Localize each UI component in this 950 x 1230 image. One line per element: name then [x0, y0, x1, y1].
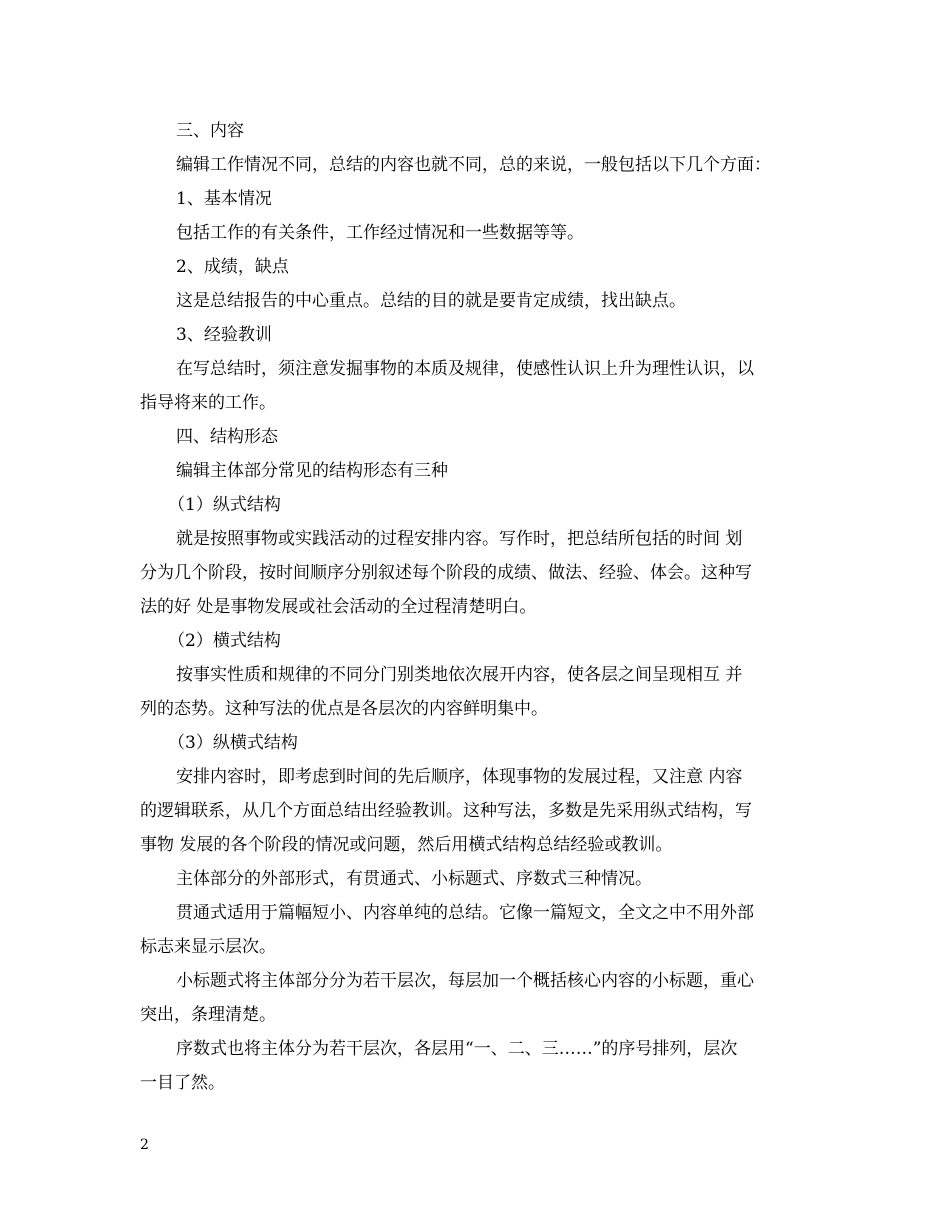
- text-line: 分为几个阶段，按时间顺序分别叙述每个阶段的成绩、做法、经验、体会。这种写: [140, 563, 752, 583]
- text-line: 序数式也将主体分为若干层次，各层用“一、二、三……”的序号排列，层次: [176, 1039, 738, 1059]
- text-line: 三、内容: [176, 121, 244, 141]
- text-line: 按事实性质和规律的不同分门别类地依次展开内容，使各层之间呈现相互 并: [176, 665, 743, 685]
- text-line: （3）纵横式结构: [168, 733, 298, 753]
- text-line: 四、结构形态: [176, 427, 278, 447]
- text-line: 突出，条理清楚。: [140, 1005, 276, 1025]
- text-line: 主体部分的外部形式，有贯通式、小标题式、序数式三种情况。: [176, 869, 652, 889]
- text-line: 编辑工作情况不同，总结的内容也就不同，总的来说，一般包括以下几个方面：: [176, 155, 771, 175]
- text-line: 一目了然。: [140, 1073, 225, 1093]
- text-line: 法的好 处是事物发展或社会活动的全过程清楚明白。: [140, 597, 537, 617]
- text-line: 编辑主体部分常见的结构形态有三种: [176, 461, 448, 481]
- text-line: 贯通式适用于篇幅短小、内容单纯的总结。它像一篇短文，全文之中不用外部: [176, 903, 754, 923]
- text-line: 标志来显示层次。: [140, 937, 276, 957]
- text-line: 包括工作的有关条件，工作经过情况和一些数据等等。: [176, 223, 584, 243]
- text-line: 事物 发展的各个阶段的情况或问题，然后用横式结构总结经验或教训。: [140, 835, 673, 855]
- text-line: 1、基本情况: [176, 189, 272, 209]
- text-line: 小标题式将主体部分分为若干层次，每层加一个概括核心内容的小标题，重心: [176, 971, 754, 991]
- text-line: （2）横式结构: [168, 631, 281, 651]
- text-line: 的逻辑联系，从几个方面总结出经验教训。这种写法，多数是先采用纵式结构，写: [140, 801, 752, 821]
- document-body: [140, 114, 822, 1100]
- page-number: 2: [140, 1137, 149, 1153]
- text-line: 3、经验教训: [176, 325, 272, 345]
- text-line: 列的态势。这种写法的优点是各层次的内容鲜明集中。: [140, 699, 548, 719]
- text-line: 就是按照事物或实践活动的过程安排内容。写作时，把总结所包括的时间 划: [176, 529, 743, 549]
- text-line: 2、成绩，缺点: [176, 257, 289, 277]
- text-line: （1）纵式结构: [168, 495, 281, 515]
- text-line: 指导将来的工作。: [140, 393, 276, 413]
- text-line: 这是总结报告的中心重点。总结的目的就是要肯定成绩，找出缺点。: [176, 291, 686, 311]
- text-line: 在写总结时，须注意发掘事物的本质及规律，使感性认识上升为理性认识，以: [176, 359, 754, 379]
- text-line: 安排内容时，即考虑到时间的先后顺序，体现事物的发展过程，又注意 内容: [176, 767, 743, 787]
